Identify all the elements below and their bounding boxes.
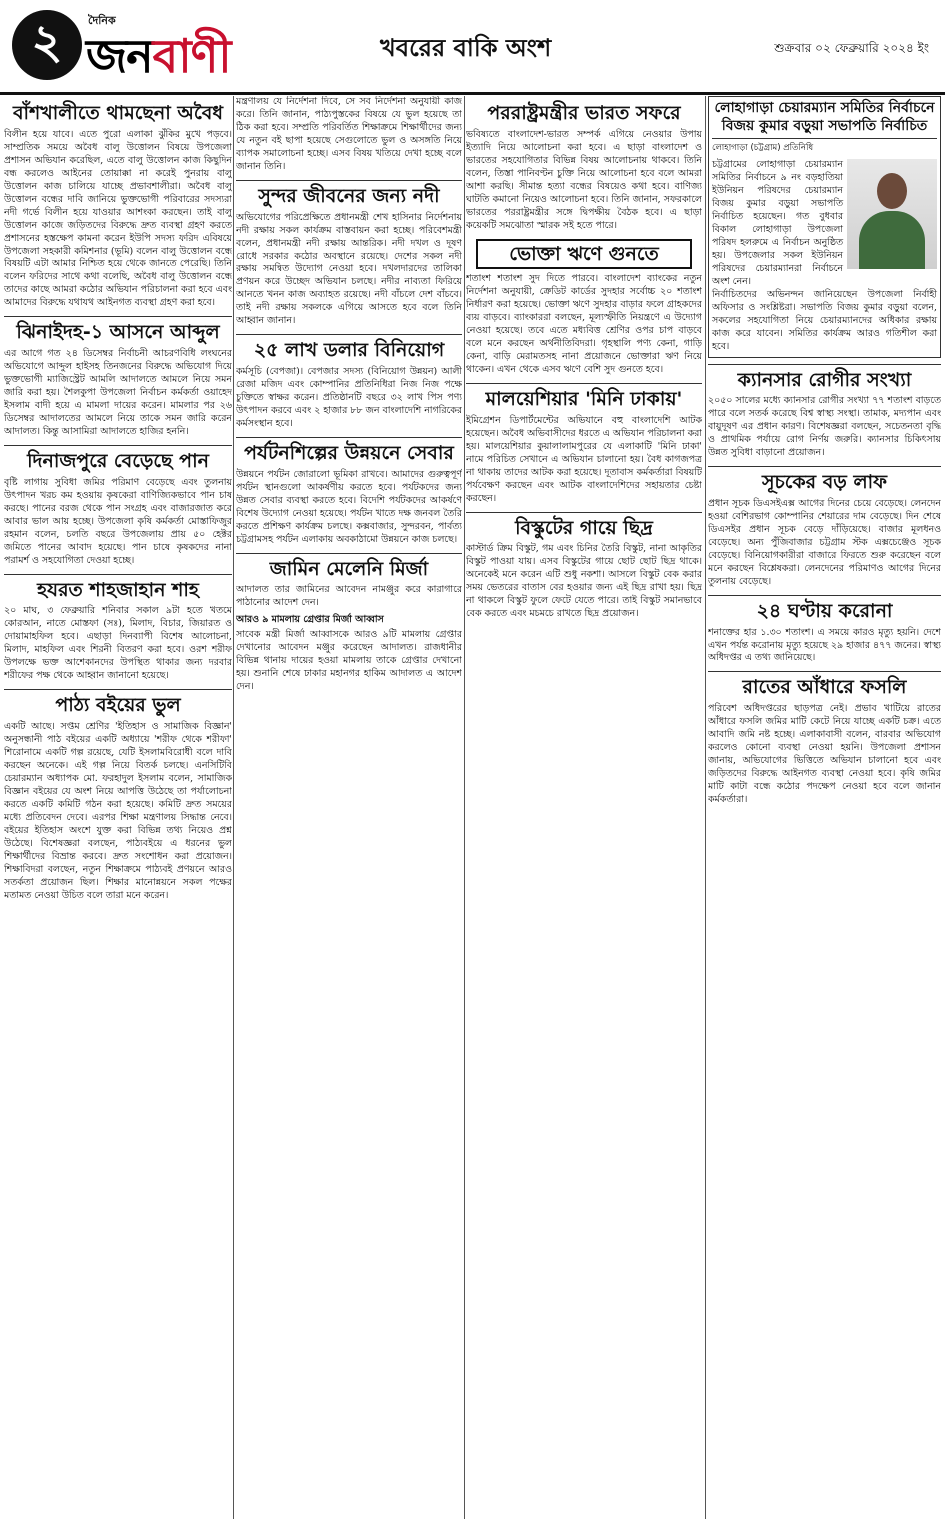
story-body: বৃষ্টি লাগায় সুবিধা জমির পরিমাণ বেড়েছে এবং তুলনায় উৎপাদন খরচ কম হওয়ায় কৃষকেরা বাণিজ্যিকভাবে পান চাষ করছে। পানের বরজ থেকে পান সংগ্রহ এবং বাজারজাত করে আবার ভাল আয় হচ্ছে। উপজেলা কৃষি কর্মকর্তা মোস্তাফিজুর রহমান বলেন, চলতি বছরে উপজেলায় প্রায় ৫০ হেক্টর জমিতে পানের আবাদ হয়েছে। পান চাষে কৃষকদের নানা পরামর্শ ও সহযোগিতা দেওয়া হচ্ছে। (4, 476, 232, 566)
story-credit: লোহাগাড়া (চট্টগ্রাম) প্রতিনিধি (712, 143, 814, 153)
story-headline[interactable]: ক্যানসার রোগীর সংখ্যা (708, 364, 941, 392)
logo-part-2: বাণী (152, 29, 231, 83)
story (236, 334, 462, 431)
story-body: কর্মসূচি (বেপজা)। বেপজার সদস্য (বিনিয়োগ উন্নয়ন) আলী রেজা মজিদ এবং কোম্পানির প্রতিনিধিরা নিজ নিজ পক্ষে চুক্তিতে স্বাক্ষর করেন। প্রতিষ্ঠানটি বছরে ৩২ লাখ পিস পণ্য উৎপাদন করবে এবং ২ হাজার ৮৮ জন বাংলাদেশি নাগরিকের কর্মসংস্থান হবে। (236, 366, 462, 429)
story (708, 595, 941, 666)
story (466, 512, 702, 622)
masthead (0, 0, 945, 90)
page-number: ২ (12, 10, 82, 80)
story (4, 316, 232, 439)
column-divider (705, 96, 706, 1519)
story-body: শতাংশ শতাংশ সুদ দিতে পারবে। বাংলাদেশ ব্যাংকের নতুন নির্দেশনা অনুযায়ী, ক্রেডিট কার্ডের সুদহার সর্বোচ্চ ২০ শতাংশ নির্ধারণ করা হয়েছে। ভোক্তা ঋণে সুদহার বাড়ার ফলে গ্রাহকদের ব্যয় বাড়বে। ব্যাংকাররা বলছেন, মূল্যস্ফীতি নিয়ন্ত্রণে এ উদ্যোগ নেওয়া হয়েছে। তবে এতে মধ্যবিত্ত শ্রেণির ওপর চাপ বাড়বে বলে মনে করছেন অর্থনীতিবিদরা। গৃহস্থালি পণ্য কেনা, গাড়ি কেনা, বাড়ি মেরামতসহ নানা প্রয়োজনে ভোক্তারা ঋণ নিয়ে থাকেন। এখন থেকে এসব ঋণে বেশি সুদ গুনতে হবে। (466, 273, 702, 376)
column-3 (466, 96, 702, 1519)
story-body: ইমিগ্রেশন ডিপার্টমেন্টের অভিযানে বহু বাংলাদেশি আটক হয়েছেন। অবৈধ অভিবাসীদের ধরতে এ অভিযান পরিচালনা করা হয়। মালয়েশিয়ার কুয়ালালামপুরের যে এলাকাটি 'মিনি ঢাকা' নামে পরিচিত সেখানে এ অভিযান চালানো হয়। বৈধ কাগজপত্র না থাকায় তাদের আটক করা হয়েছে। দূতাবাস কর্মকর্তারা বিষয়টি পর্যবেক্ষণ করছেন এবং আটক বাংলাদেশিদের সহায়তার চেষ্টা করছেন। (466, 414, 702, 504)
dateline: শুক্রবার ০২ ফেব্রুয়ারি ২০২৪ ইং (774, 41, 929, 55)
story-headline[interactable]: লোহাগাড়া চেয়ারম্যান সমিতির নির্বাচনে বিজয় কুমার বড়ুয়া সভাপতি নির্বাচিত (712, 100, 937, 139)
column-divider (464, 96, 465, 1519)
story-body: মন্ত্রণালয় যে নির্দেশনা দিবে, সে সব নির্দেশনা অনুযায়ী কাজ করে। তিনি জানান, পাঠ্যপুস্তকের বিষয়ে যে ভুল হয়েছে তা ঠিক করা হবে। সম্প্রতি পরিবর্তিত শিক্ষাক্রমে শিক্ষার্থীদের জন্য যে নতুন বই ছাপা হয়েছে সেগুলোতে ভুল ও অসঙ্গতি নিয়ে ব্যাপক সমালোচনা হচ্ছে। এসব বিষয় খতিয়ে দেখা হচ্ছে বলে জানান তিনি। (236, 96, 462, 172)
portrait-head (877, 173, 907, 209)
story-body: আদালত তার জামিনের আবেদন নামঞ্জুর করে কারাগারে পাঠানোর আদেশ দেন। (236, 584, 462, 609)
story-body: একটি আছে। সপ্তম শ্রেণির 'ইতিহাস ও সামাজিক বিজ্ঞান' অনুসন্ধানী পাঠ বইয়ের একটি অধ্যায়ে 'শরীফ থেকে শরীফা' শিরোনামে একটি গল্প রয়েছে, যেটি ইসলামবিরোধী বলে দাবি করছেন অনেকে। এই গল্প নিয়ে বিতর্ক চলছে। এনসিটিবি চেয়ারম্যান অধ্যাপক মো. ফরহাদুল ইসলাম বলেন, সামাজিক বিজ্ঞান বইয়ের যে অংশ নিয়ে আপত্তি উঠেছে তা পর্যালোচনা করতে একটি কমিটি গঠন করা হয়েছে। কমিটি দ্রুত সময়ের মধ্যে প্রতিবেদন দেবে। এরপর শিক্ষা মন্ত্রণালয় সিদ্ধান্ত নেবে। বইয়ের ইতিহাস অংশে যুক্ত করা বিভিন্ন তথ্য নিয়েও প্রশ্ন উঠেছে। বিশেষজ্ঞরা বলছেন, পাঠ্যবইয়ে এ ধরনের ভুল শিক্ষার্থীদের বিভ্রান্ত করবে। দ্রুত সংশোধন করা প্রয়োজন। শিক্ষাবিদরা বলছেন, নতুন শিক্ষাক্রমে পাঠ্যবই প্রণয়নে আরও সতর্কতা প্রয়োজন ছিল। শিক্ষার মানোন্নয়নে সকল পক্ষের মতামত নেওয়া উচিত বলে তারা মনে করেন। (4, 720, 232, 901)
story-headline[interactable]: বিস্কুটের গায়ে ছিদ্র (466, 512, 702, 540)
photo-wrap (712, 159, 937, 289)
story (236, 553, 462, 695)
portrait-torso (859, 211, 925, 269)
column-1 (4, 96, 232, 1519)
story-headline[interactable]: জামিন মেলেনি মির্জা (236, 553, 462, 581)
story-body: কাস্টার্ড ক্রিম বিস্কুট, গম এবং চিনির তৈরি বিস্কুট, নানা আকৃতির বিস্কুট পাওয়া যায়। এসব বিস্কুটের গায়ে ছোট ছোট ছিদ্র থাকে। অনেকেই মনে করেন এটি শুধু নকশা। আসলে বিস্কুট বেক করার সময় ভেতরের বাতাস বের হওয়ার জন্য এই ছিদ্র রাখা হয়। ছিদ্র না থাকলে বিস্কুট ফুলে ফেটে যেতে পারে। তাই বিস্কুট সমানভাবে বেক করতে এবং মচমচে রাখতে ছিদ্র প্রয়োজন। (466, 543, 702, 620)
story (4, 102, 232, 310)
story (236, 437, 462, 547)
story-body: চট্টগ্রামের লোহাগাড়া চেয়ারম্যান সমিতির নির্বাচনে ৯ নং বড়হাতিয়া ইউনিয়ন পরিষদের চেয়ারম্যান বিজয় কুমার বড়ুয়া সভাপতি নির্বাচিত হয়েছেন। গত বুধবার বিকাল লোহাগাড়া উপজেলা পরিষদ হলরুমে এ নির্বাচন অনুষ্ঠিত হয়। উপজেলার সকল ইউনিয়ন পরিষদের চেয়ারম্যানরা নির্বাচনে অংশ নেন। (712, 159, 843, 287)
story (4, 574, 232, 684)
story (708, 671, 941, 807)
masthead-rule (0, 92, 945, 95)
column-4 (708, 96, 941, 1519)
story-body: ভবিষ্যতে বাংলাদেশ-ভারত সম্পর্ক এগিয়ে নেওয়ার উপায় ইত্যাদি নিয়ে আলোচনা করা হবে। এ ছাড়া বাংলাদেশ ও ভারতের সহযোগিতার বিভিন্ন বিষয় আলোচনায় থাকবে। তিনি বলেন, তিস্তা পানিবণ্টন চুক্তি নিয়ে আলোচনা হবে বলে আমরা আশা করছি। সীমান্ত হত্যা বন্ধের বিষয়েও কথা হবে। বাণিজ্য ঘাটতি কমানো নিয়েও আলোচনা হবে। তিনি জানান, সফরকালে ভারতের পররাষ্ট্রমন্ত্রীর সঙ্গে দ্বিপক্ষীয় বৈঠক হবে। এ ছাড়া কয়েকটি সমঝোতা স্মারক সই হতে পারে। (466, 128, 702, 231)
story (236, 96, 462, 174)
story (236, 180, 462, 329)
column-divider (233, 96, 234, 1519)
story-body: প্রধান সূচক ডিএসইএক্স আগের দিনের চেয়ে বেড়েছে। লেনদেন হওয়া বেশিরভাগ কোম্পানির শেয়ারের দাম বেড়েছে। দিন শেষে ডিএসইর প্রধান সূচক বেড়ে দাঁড়িয়েছে। বাজার মূলধনও বেড়েছে। অন্য পুঁজিবাজার চট্টগ্রাম স্টক এক্সচেঞ্জেও সূচক বেড়েছে। বিনিয়োগকারীরা বাজারে ফিরতে শুরু করেছেন বলে মনে করছেন বিশ্লেষকরা। লেনদেনের পরিমাণও আগের দিনের তুলনায় বেড়েছে। (708, 497, 941, 587)
story-headline[interactable]: হযরত শাহজাহান শাহ (4, 574, 232, 602)
story (4, 445, 232, 568)
story-headline[interactable]: মালয়েশিয়ার 'মিনি ঢাকায়' (466, 383, 702, 411)
masthead-daily: দৈনিক (88, 14, 116, 27)
section-title: খবরের বাকি অংশ (380, 34, 552, 62)
story-headline[interactable]: দিনাজপুরে বেড়েছে পান (4, 445, 232, 473)
story-headline[interactable]: রাতের আঁধারে ফসলি (708, 671, 941, 699)
story-body: এর আগে গত ২৪ ডিসেম্বর নির্বাচনী আচরণবিধি লংঘনের অভিযোগে আব্দুল হাইসহ তিনজনের বিরুদ্ধে অভিযোগ দিয়ে ভুক্তভোগী ম্যাজিস্ট্রেট আমলি আদালতে আমলে নিয়ে সমন জারি করা হয়। শৈলকুপা উপজেলা নির্বাচন কর্মকর্তা ওয়াহেদ ইসলাম বাদী হয়ে এ মামলা দায়ের করেন। মামলার পর ২৬ ডিসেম্বর আদালতের আমলে নিয়ে তাকে সমন জারি করেন আদালত। কিন্তু আসামিরা আদালতে হাজির হননি। (4, 348, 232, 437)
story-headline[interactable]: ২৫ লাখ ডলার বিনিয়োগ (236, 334, 462, 362)
story-body: বিলীন হয়ে যাবে। এতে পুরো এলাকা ঝুঁকির মুখে পড়বে। সাম্প্রতিক সময়ে অবৈধ বালু উত্তোলন বিষয়ে উপজেলা প্রশাসন অভিযান করেছিল, এতে বালু উত্তোলন কাজ কিছুদিন বন্ধ করলেও আইনের তোয়াক্কা না করেই পুনরায় বালু উত্তোলন কাজ চালিয়ে যাচ্ছে প্রভাবশালীরা। অবৈধ বালু উত্তোলন বন্ধের দাবি জানিয়ে ভুক্তভোগী পরিবারের সদস্যরা নদী গর্ভে বিলীন হয়ে যাওয়ার আশংকা করছেন। তাই বালু উত্তোলন কাজে জড়িতদের বিরুদ্ধে দ্রুত ব্যবস্থা গ্রহণ করতে প্রশাসনের হস্তক্ষেপ কামনা করেন ইউপি সদস্য ফরিদ এবিষয়ে উপজেলা সহকারী কমিশনার (ভূমি) বলেন বালু উত্তোলন বন্ধে বিষয়টি এটা আমার নিশ্চিত হয়ে থেকে জানতে পেরেছি। তিনি বলেন ফরিদের সাথে কথা বলেছি, অবৈধ বালু উত্তোলন বন্ধে তাদের কাছে আমরা কঠোর অভিযান পরিচালনা করা হবে এবং আমাদের বিরুদ্ধে যথাযথ আইনগত ব্যবস্থা গ্রহণ করা হবে। (4, 128, 232, 309)
story-body: পরিবেশ অধিদপ্তরের ছাড়পত্র নেই। প্রভাব খাটিয়ে রাতের আঁধারে ফসলি জমির মাটি কেটে নিয়ে যাচ্ছে একটি চক্র। এতে আবাদি জমি নষ্ট হচ্ছে। এলাকাবাসী বলেন, বারবার অভিযোগ করলেও কোনো ব্যবস্থা নেওয়া হয়নি। উপজেলা প্রশাসন জানায়, অভিযোগের ভিত্তিতে অভিযান চালানো হবে এবং জড়িতদের বিরুদ্ধে আইনগত ব্যবস্থা নেওয়া হবে। কৃষি জমির মাটি কাটা বন্ধে কঠোর পদক্ষেপ নেওয়া হবে বলে জানান কর্মকর্তারা। (708, 703, 941, 806)
logo-part-1: জন (86, 29, 153, 83)
story-headline[interactable]: বাঁশখালীতে থামছেনা অবৈধ (12, 102, 224, 124)
story-body: অভিযোগের পরিপ্রেক্ষিতে প্রধানমন্ত্রী শেখ হাসিনার নির্দেশনায় নদী রক্ষায় সকল কার্যক্রম বাস্তবায়ন করা হচ্ছে। পরিবেশমন্ত্রী বলেন, প্রধানমন্ত্রী নদী রক্ষায় আন্তরিক। নদী দখল ও দূষণ রোধে সরকার কঠোর অবস্থানে রয়েছে। দেশের সকল নদী রক্ষায় সমন্বিত উদ্যোগ নেওয়া হবে। দখলদারদের তালিকা প্রণয়ন করে উচ্ছেদ অভিযান চলছে। নদীর নাব্যতা ফিরিয়ে আনতে খনন কাজ অব্যাহত রয়েছে। নদী বাঁচলে দেশ বাঁচবে। তাই নদী রক্ষায় সকলকে এগিয়ে আসতে হবে বলে তিনি আহ্বান জানান। (236, 211, 462, 327)
story (466, 102, 702, 233)
story-body: উন্নয়নে পর্যটন জোরালো ভূমিকা রাখবে। আমাদের গুরুত্বপূর্ণ পর্যটন স্থানগুলো আকর্ষণীয় করতে হবে। পর্যটকদের জন্য উন্নত সেবার ব্যবস্থা করতে হবে। বিদেশি পর্যটকদের আকর্ষণে বিশেষ উদ্যোগ নেওয়া হয়েছে। পর্যটন খাতে দক্ষ জনবল তৈরি করতে প্রশিক্ষণ কার্যক্রম চলছে। কক্সবাজার, সুন্দরবন, পার্বত্য চট্টগ্রামসহ পর্যটন এলাকায় অবকাঠামো উন্নয়নে কাজ চলছে। (236, 468, 462, 545)
story-headline[interactable]: ২৪ ঘণ্টায় করোনা (708, 595, 941, 623)
story-headline[interactable]: পাঠ্য বইয়ের ভুল (4, 689, 232, 717)
story (466, 239, 702, 378)
portrait-photo (847, 159, 937, 269)
story-body: সাবেক মন্ত্রী মির্জা আব্বাসকে আরও ৯টি মামলায় গ্রেপ্তার দেখানোর আবেদন মঞ্জুর করেছেন আদালত। রাজধানীর বিভিন্ন থানায় দায়ের হওয়া মামলায় তাকে গ্রেপ্তার দেখানো হয়। শুনানি শেষে ঢাকার মহানগর হাকিম আদালত এ আদেশ দেন। (236, 629, 462, 693)
story-headline[interactable]: পর্যটনশিল্পের উন্নয়নে সেবার (236, 437, 462, 465)
story-headline[interactable]: সুন্দর জীবনের জন্য নদী (236, 180, 462, 208)
story-headline[interactable]: ভোক্তা ঋণে গুনতে (476, 239, 692, 270)
story-body: শনাক্তের হার ১.৩০ শতাংশ। এ সময়ে কারও মৃত্যু হয়নি। দেশে এখন পর্যন্ত করোনায় মৃত্যু হয়েছে ২৯ হাজার ৪৭৭ জনের। স্বাস্থ্য অধিদপ্তর এ তথ্য জানিয়েছে। (708, 626, 941, 664)
story-body: নির্বাচিতদের অভিনন্দন জানিয়েছেন উপজেলা নির্বাহী অফিসার ও সংশ্লিষ্টরা। সভাপতি বিজয় কুমার বড়ুয়া বলেন, সকলের সহযোগিতা নিয়ে চেয়ারম্যানদের অধিকার রক্ষায় কাজ করে যাবেন। সমিতির কার্যক্রম আরও গতিশীল করা হবে। (712, 288, 937, 352)
story-headline[interactable]: সূচকের বড় লাফ (708, 466, 941, 494)
story-headline[interactable]: পররাষ্ট্রমন্ত্রীর ভারত সফরে (487, 102, 681, 124)
story-body: ২০৫০ সালের মধ্যে ক্যানসার রোগীর সংখ্যা ৭৭ শতাংশ বাড়তে পারে বলে সতর্ক করেছে বিশ্ব স্বাস্থ্য সংস্থা। তামাক, মদ্যপান এবং বায়ুদূষণ এর প্রধান কারণ। বিশেষজ্ঞরা বলছেন, সচেতনতা বৃদ্ধি ও প্রাথমিক পর্যায়ে রোগ নির্ণয় জরুরি। ক্যানসার চিকিৎসায় উন্নত সুবিধা বাড়ানো প্রয়োজন। (708, 395, 941, 459)
story-body: ২০ মাঘ, ৩ ফেব্রুয়ারি শনিবার সকাল ৯টা হতে খতমে কোরআন, নাতে মোস্তফা (সঃ), মিলাদ, বিচার, জিয়ারত ও দোয়ামাহফিল হবে। এছাড়া দিনব্যাপী বিশেষ আলোচনা, মিলাদ, মাহফিল এবং শিরনী বিতরণ করা হবে। ওরশ শরীফ উপলক্ষে ভক্ত আশেকানদের উপস্থিত থাকার জন্য দরবার শরীফের পক্ষ থেকে আহ্বান জানানো হয়েছে। (4, 605, 232, 682)
column-2 (236, 96, 462, 1519)
story (4, 689, 232, 902)
photo-story (708, 96, 941, 358)
story (708, 364, 941, 461)
story (708, 466, 941, 589)
story-subheading: আরও ৯ মামলায় গ্রেপ্তার মির্জা আব্বাস (236, 614, 384, 626)
story-headline[interactable]: ঝিনাইদহ-১ আসনে আব্দুল (4, 316, 232, 344)
story (466, 383, 702, 506)
newspaper-logo[interactable] (86, 22, 231, 98)
